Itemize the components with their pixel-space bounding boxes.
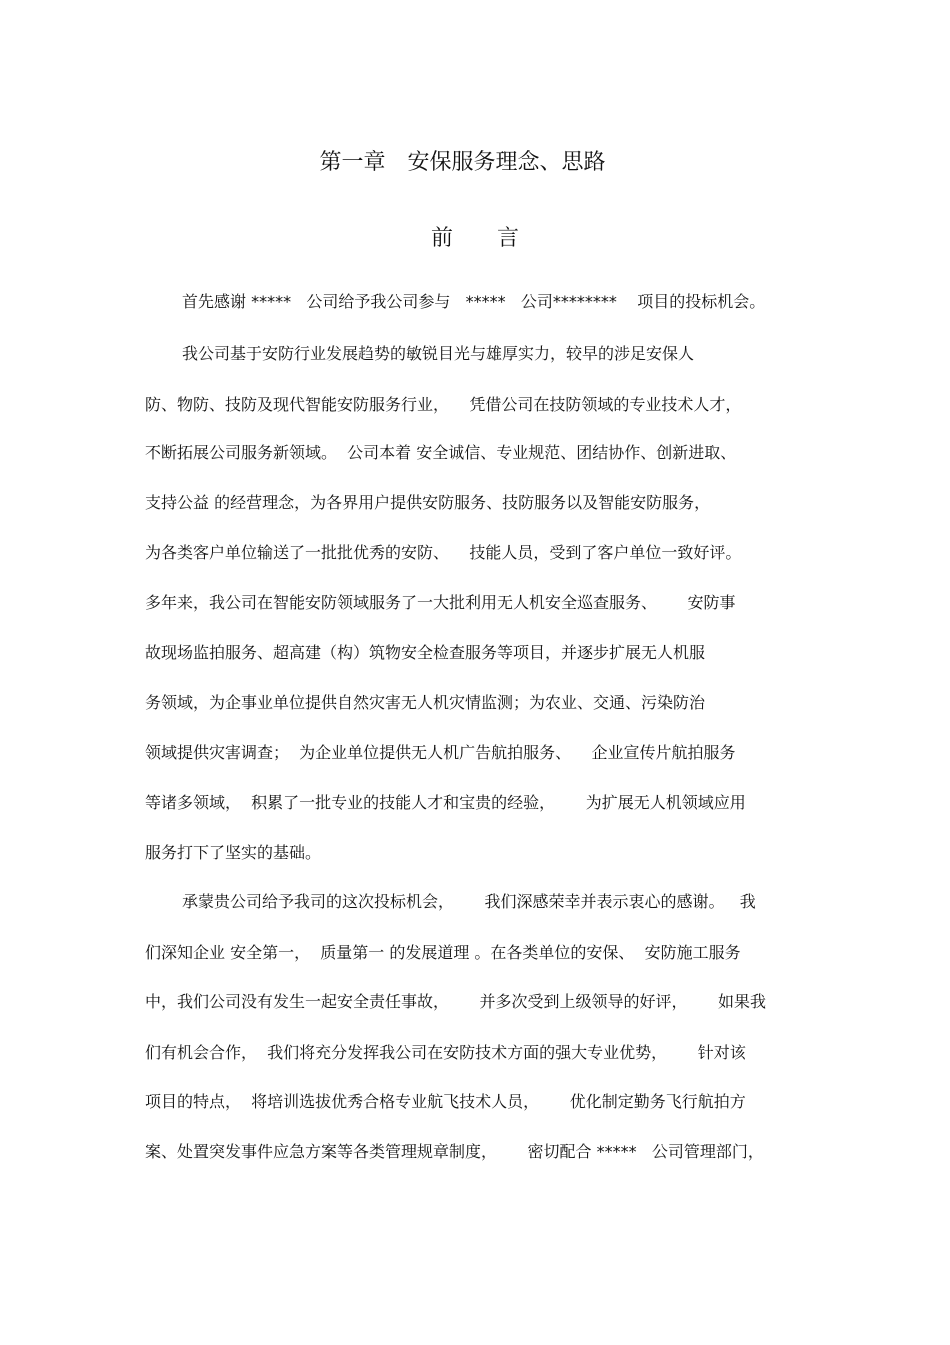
- paragraph-line: 等诸多领域， 积累了一批专业的技能人才和宝贵的经验， 为扩展无人机领域应用: [145, 793, 746, 812]
- paragraph-line: 支持公益 的经营理念，为各界用户提供安防服务、技防服务以及智能安防服务，: [145, 493, 711, 512]
- paragraph-line: 为各类客户单位输送了一批批优秀的安防、 技能人员，受到了客户单位一致好评。: [145, 543, 742, 562]
- paragraph-line: 项目的特点， 将培训选拔优秀合格专业航飞技术人员， 优化制定勤务飞行航拍方: [145, 1092, 746, 1111]
- paragraph-line: 服务打下了坚实的基础。: [145, 843, 322, 862]
- paragraph-line: 们有机会合作， 我们将充分发挥我公司在安防技术方面的强大专业优势， 针对该: [145, 1043, 746, 1062]
- paragraph-line: 们深知企业 安全第一， 质量第一 的发展道理 。在各类单位的安保、 安防施工服务: [145, 943, 741, 962]
- paragraph-line: 首先感谢 ***** 公司给予我公司参与 ***** 公司******** 项目的投标机会。: [182, 292, 766, 311]
- paragraph-line: 务领域，为企事业单位提供自然灾害无人机灾情监测；为农业、交通、污染防治: [145, 693, 706, 712]
- paragraph-line: 故现场监拍服务、超高建（构）筑物安全检查服务等项目，并逐步扩展无人机服: [145, 643, 706, 662]
- paragraph-line: 案、处置突发事件应急方案等各类管理规章制度， 密切配合 ***** 公司管理部门，: [145, 1142, 764, 1161]
- paragraph-line: 承蒙贵公司给予我司的这次投标机会， 我们深感荣幸并表示衷心的感谢。 我: [182, 892, 756, 911]
- chapter-title: 第一章 安保服务理念、思路: [319, 150, 606, 175]
- section-title: 前 言: [430, 226, 519, 251]
- paragraph-line: 中，我们公司没有发生一起安全责任事故， 并多次受到上级领导的好评， 如果我: [145, 992, 767, 1011]
- paragraph-line: 防、物防、技防及现代智能安防服务行业， 凭借公司在技防领域的专业技术人才，: [145, 395, 742, 414]
- paragraph-line: 我公司基于安防行业发展趋势的敏锐目光与雄厚实力，较早的涉足安保人: [182, 344, 695, 363]
- paragraph-line: 多年来，我公司在智能安防领域服务了一大批利用无人机安全巡查服务、 安防事: [145, 593, 736, 612]
- paragraph-line: 不断拓展公司服务新领域。 公司本着 安全诚信、专业规范、团结协作、创新进取、: [145, 443, 737, 462]
- paragraph-line: 领域提供灾害调查； 为企业单位提供无人机广告航拍服务、 企业宣传片航拍服务: [145, 743, 736, 762]
